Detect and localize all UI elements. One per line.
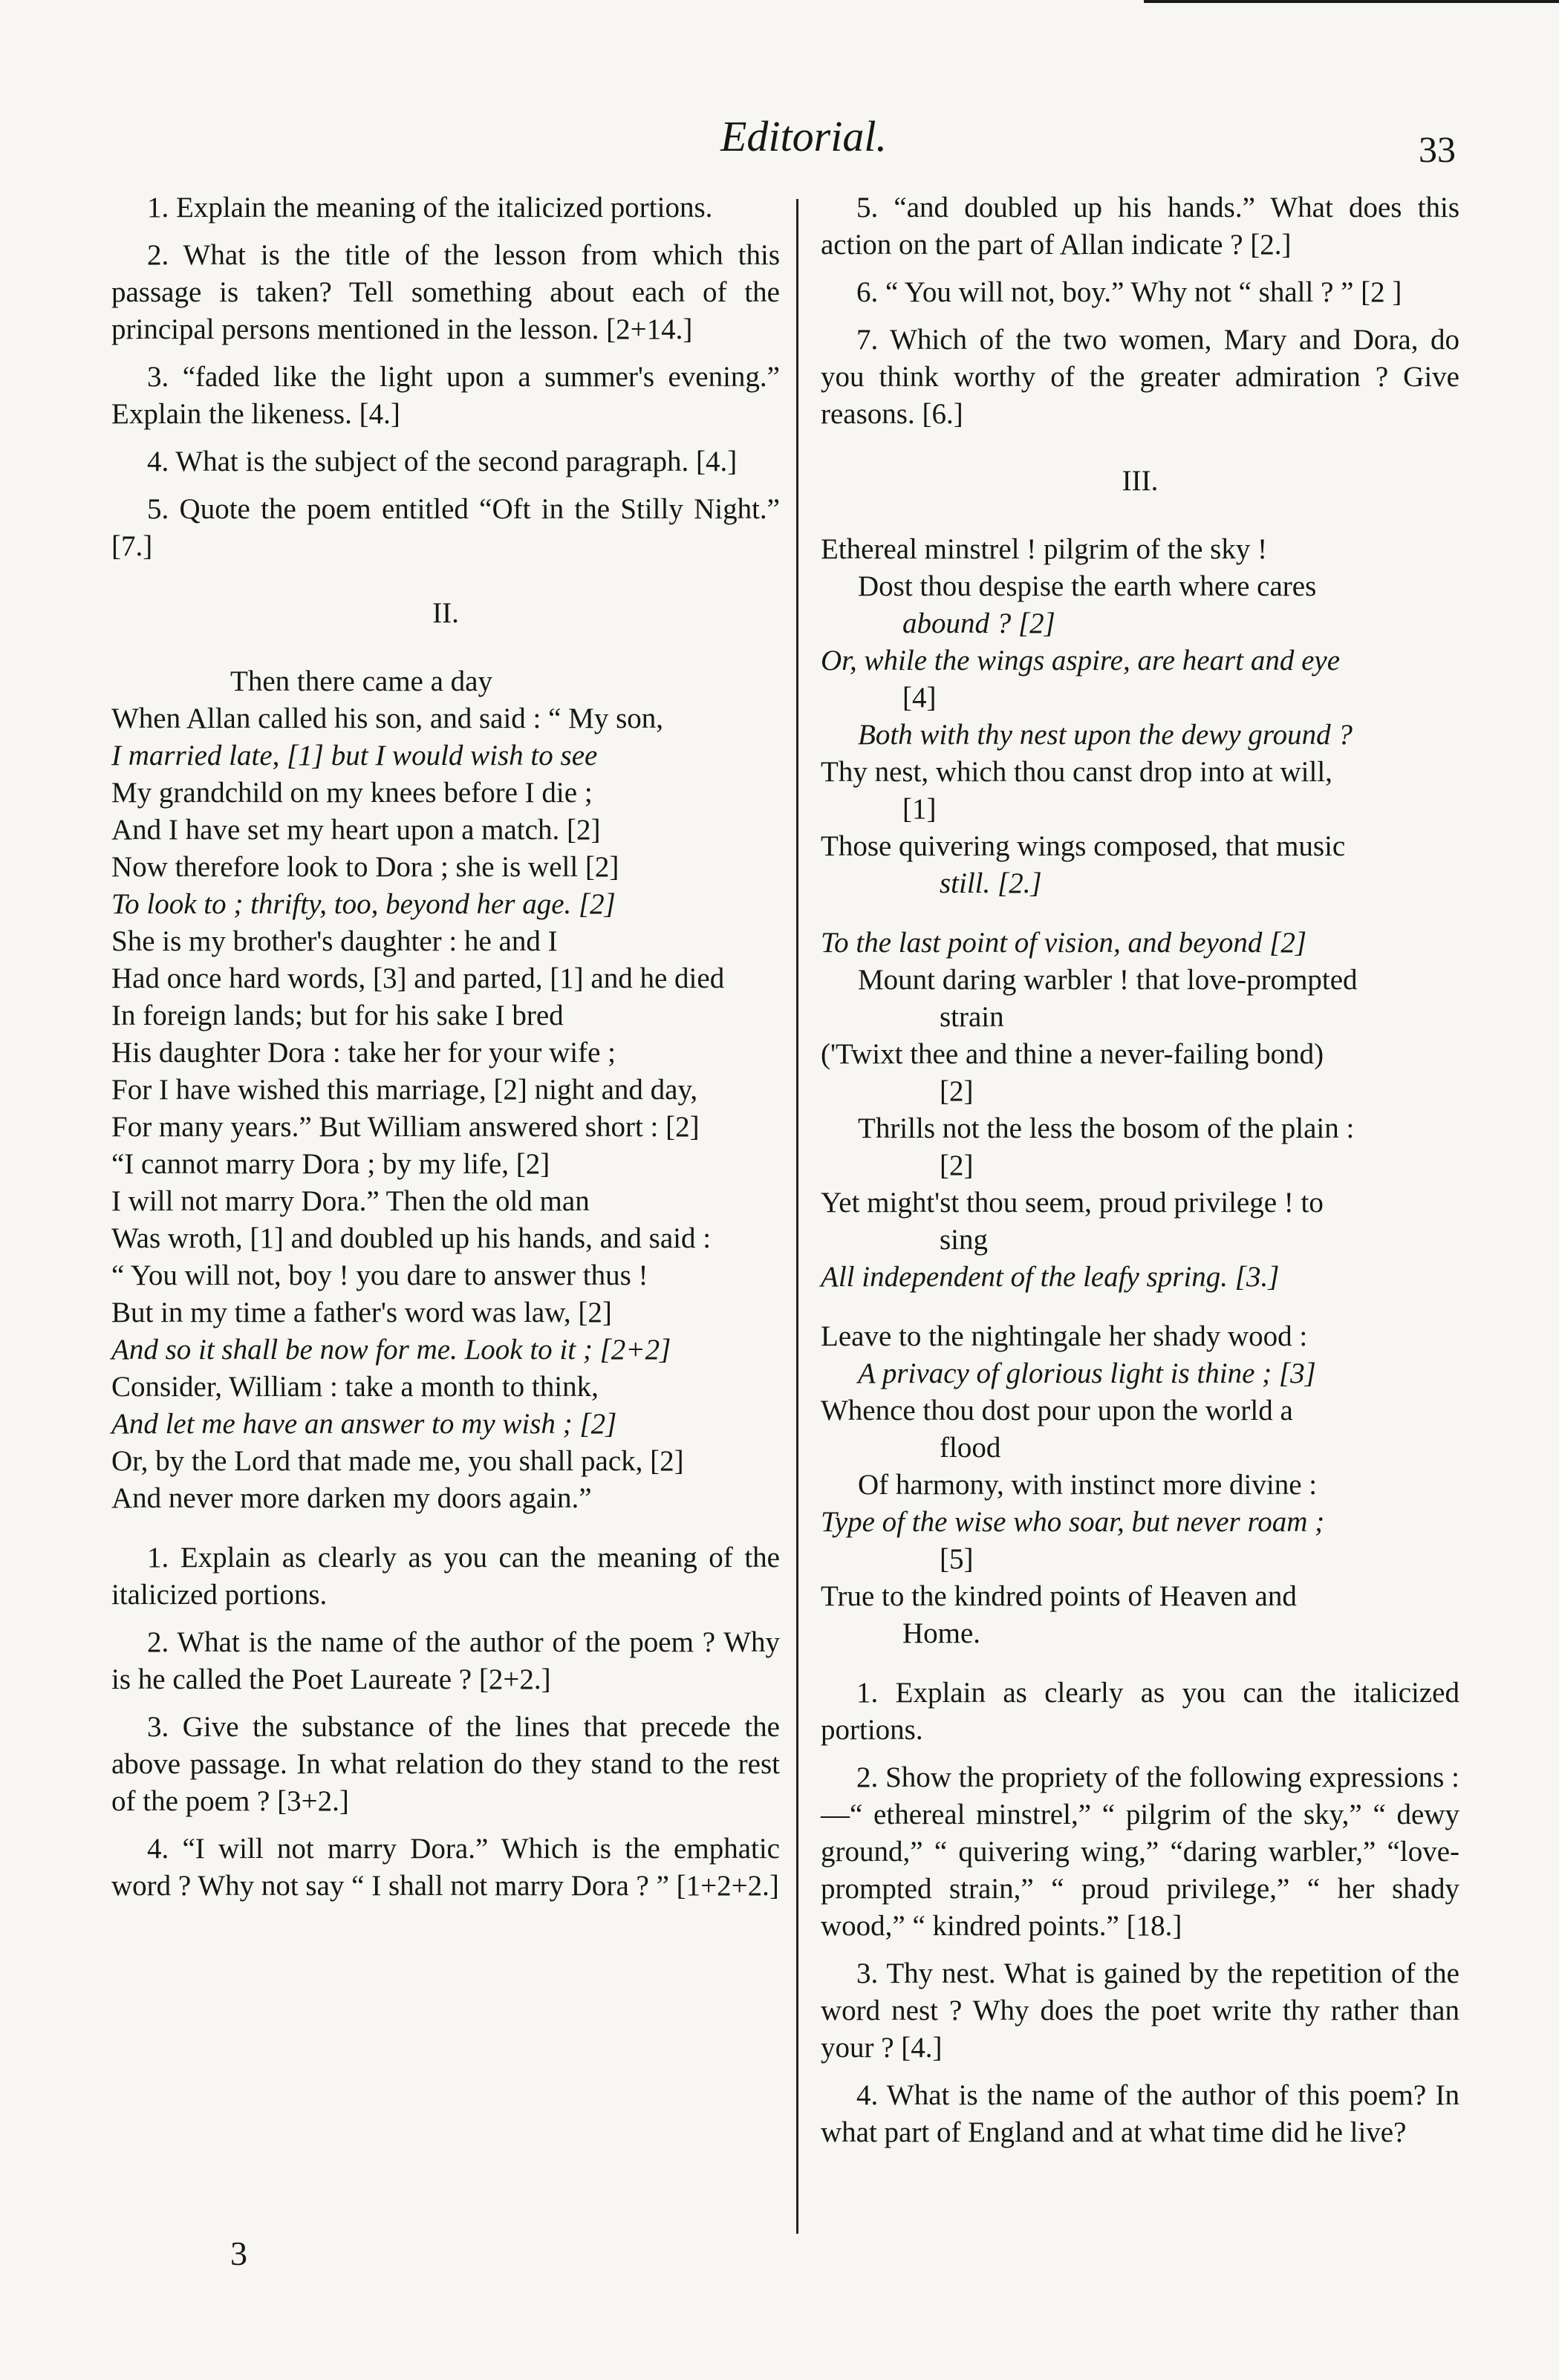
poem-excerpt-dora	[111, 663, 780, 1517]
poem-line: Type of the wise who soar, but never roam ;	[821, 1506, 1325, 1538]
poem-line: All independent of the leafy spring. [3.]	[821, 1261, 1280, 1293]
page-number: 33	[1419, 128, 1456, 170]
poem-line: strain	[940, 1001, 1004, 1033]
poem-line: And so it shall be now for me. Look to it ; [2+2]	[111, 1334, 671, 1366]
poem-line: To look to ; thrifty, too, beyond her age. [2]	[111, 888, 616, 920]
question-item: 1. Explain as clearly as you can the meaning of the italicized portions.	[111, 1542, 780, 1611]
poem-line: “ You will not, boy ! you dare to answer thus !	[111, 1259, 648, 1291]
poem-stanza-1	[821, 531, 1459, 902]
question-item: 3. Give the substance of the lines that precede the above passage. In what relation do they stand to the rest of the poem ? [3+2.]	[111, 1711, 780, 1817]
questions-section-i	[111, 189, 780, 565]
poem-line: [2]	[940, 1150, 974, 1181]
question-item: 7. Which of the two women, Mary and Dora, do you think worthy of the greater admiration ? Give reasons. [6.]	[821, 324, 1459, 430]
section-heading-iii: III.	[1122, 465, 1159, 497]
question-item: 5. “and doubled up his hands.” What does this action on the part of Allan indicate ? [2.]	[821, 192, 1459, 261]
poem-line: Then there came a day	[230, 665, 492, 697]
poem-line: Thy nest, which thou canst drop into at will,	[821, 756, 1332, 788]
poem-line: For I have wished this marriage, [2] night and day,	[111, 1074, 698, 1106]
question-item: 3. “faded like the light upon a summer's evening.” Explain the likeness. [4.]	[111, 361, 780, 430]
poem-line: A privacy of glorious light is thine ; [3]	[858, 1357, 1316, 1389]
poem-line: In foreign lands; but for his sake I bred	[111, 1000, 564, 1031]
question-item: 4. What is the subject of the second paragraph. [4.]	[147, 446, 738, 477]
poem-line: And let me have an answer to my wish ; [2]	[111, 1408, 617, 1440]
poem-line: But in my time a father's word was law, [2]	[111, 1297, 612, 1328]
section-heading-ii: II.	[432, 597, 459, 629]
poem-line: When Allan called his son, and said : “ My son,	[111, 702, 664, 734]
poem-line: Dost thou despise the earth where cares	[858, 570, 1317, 602]
question-item: 2. Show the propriety of the following expressions :—“ ethereal minstrel,” “ pilgrim of the sky,” “ dewy ground,” “ quivering wing,” “daring warbler,” “love-prompted strain,” “ proud privilege,” “ her shady wood,” “ kindred points.” [18.]	[821, 1761, 1459, 1942]
poem-line: Leave to the nightingale her shady wood :	[821, 1320, 1308, 1352]
question-item: 4. “I will not marry Dora.” Which is the emphatic word ? Why not say “ I shall not marry Dora ? ” [1+2+2.]	[111, 1833, 780, 1902]
question-item: 4. What is the name of the author of this poem? In what part of England and at what time did he live?	[821, 2079, 1459, 2148]
questions-section-ii-continued	[821, 189, 1459, 433]
poem-stanza-2	[821, 925, 1459, 1296]
left-column	[111, 189, 780, 1915]
poem-line: [5]	[940, 1543, 974, 1575]
poem-line: flood	[940, 1432, 1001, 1464]
poem-line: Or, while the wings aspire, are heart and eye	[821, 645, 1341, 676]
question-item: 5. Quote the poem entitled “Oft in the Stilly Night.” [7.]	[111, 493, 780, 562]
poem-line: Home.	[902, 1617, 981, 1649]
poem-line: Consider, William : take a month to think,	[111, 1371, 599, 1403]
poem-line: Yet might'st thou seem, proud privilege ! to	[821, 1187, 1324, 1219]
poem-line: I will not marry Dora.” Then the old man	[111, 1185, 590, 1217]
poem-line: sing	[940, 1224, 989, 1256]
poem-line: [1]	[902, 793, 937, 825]
poem-line: Had once hard words, [3] and parted, [1] and he died	[111, 962, 725, 994]
poem-line: Ethereal minstrel ! pilgrim of the sky !	[821, 533, 1268, 565]
poem-line: still. [2.]	[940, 867, 1042, 899]
signature-mark: 3	[230, 2234, 247, 2272]
poem-line: abound ? [2]	[902, 607, 1055, 639]
poem-line: ('Twixt thee and thine a never-failing bond)	[821, 1038, 1324, 1070]
poem-line: To the last point of vision, and beyond [2]	[821, 927, 1306, 959]
poem-line: Those quivering wings composed, that music	[821, 830, 1346, 862]
poem-line: Or, by the Lord that made me, you shall pack, [2]	[111, 1445, 684, 1477]
poem-line: “I cannot marry Dora ; by my life, [2]	[111, 1148, 550, 1180]
poem-line: I married late, [1] but I would wish to see	[111, 740, 598, 772]
poem-stanza-3	[821, 1318, 1459, 1652]
column-rule	[796, 199, 798, 2234]
question-item: 1. Explain the meaning of the italicized portions.	[147, 192, 713, 224]
poem-line: Of harmony, with instinct more divine :	[858, 1469, 1318, 1501]
poem-line: His daughter Dora : take her for your wife ;	[111, 1037, 616, 1069]
poem-line: My grandchild on my knees before I die ;	[111, 777, 593, 809]
poem-line: And I have set my heart upon a match. [2]	[111, 814, 601, 846]
poem-line: [2]	[940, 1075, 974, 1107]
poem-line: For many years.” But William answered short : [2]	[111, 1111, 700, 1143]
question-item: 1. Explain as clearly as you can the italicized portions.	[821, 1677, 1459, 1746]
poem-line: Was wroth, [1] and doubled up his hands, and said :	[111, 1222, 712, 1254]
poem-line: Both with thy nest upon the dewy ground ?	[858, 719, 1353, 751]
question-item: 6. “ You will not, boy.” Why not “ shall ? ” [2 ]	[856, 276, 1402, 308]
poem-line: And never more darken my doors again.”	[111, 1482, 592, 1514]
poem-line: [4]	[902, 682, 937, 714]
question-item: 2. What is the name of the author of the poem ? Why is he called the Poet Laureate ? [2+2.]	[111, 1626, 780, 1695]
question-item: 2. What is the title of the lesson from which this passage is taken? Tell something about each of the principal persons mentioned in the lesson. [2+14.]	[111, 239, 780, 345]
running-header: Editorial.	[720, 112, 887, 160]
questions-section-ii	[111, 1539, 780, 1905]
questions-section-iii	[821, 1675, 1459, 2151]
poem-line: She is my brother's daughter : he and I	[111, 925, 558, 957]
poem-line: True to the kindred points of Heaven and	[821, 1580, 1297, 1612]
right-column	[821, 189, 1459, 2162]
poem-line: Mount daring warbler ! that love-prompted	[858, 964, 1358, 996]
scan-edge-line	[1144, 0, 1559, 13]
poem-line: Thrills not the less the bosom of the plain :	[858, 1112, 1355, 1144]
poem-line: Now therefore look to Dora ; she is well [2]	[111, 851, 619, 883]
poem-line: Whence thou dost pour upon the world a	[821, 1395, 1293, 1427]
question-item: 3. Thy nest. What is gained by the repetition of the word nest ? Why does the poet write thy rather than your ? [4.]	[821, 1957, 1459, 2064]
